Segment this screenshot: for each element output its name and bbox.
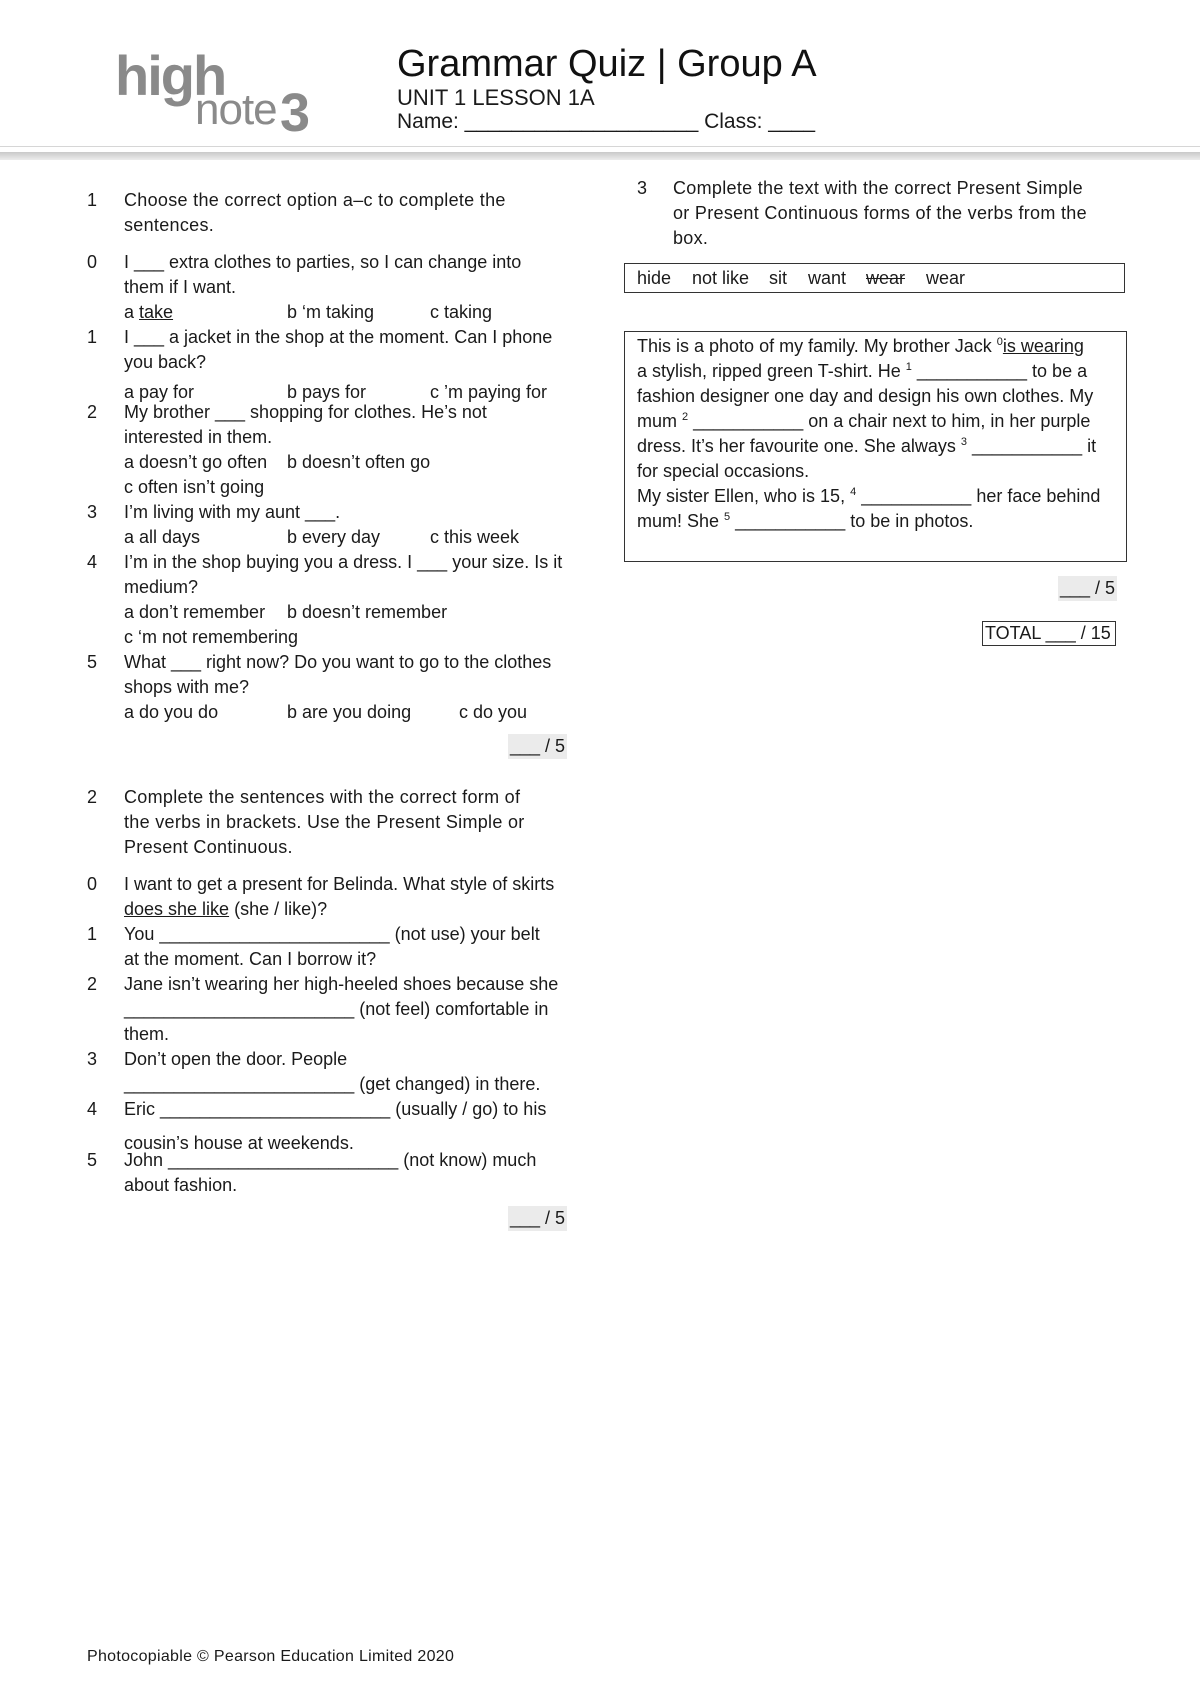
header-divider-thin [0, 146, 1200, 147]
item-number: 2 [87, 974, 98, 994]
item-number: 5 [87, 652, 98, 672]
item-text: Jane isn’t wearing her high-heeled shoes because she [124, 974, 559, 994]
item-number: 4 [87, 1099, 98, 1119]
option-b: b ‘m taking [287, 302, 375, 322]
item-text: _______________________ (get changed) in there. [124, 1074, 541, 1094]
verb-prompt: (she / like)? [229, 899, 328, 919]
text-line: for special occasions. [637, 461, 810, 481]
item-text: medium? [124, 577, 199, 597]
option-a: a don’t remember [124, 602, 266, 622]
item-text: Eric _______________________ (usually / go) to his [124, 1099, 547, 1119]
item-text: What ___ right now? Do you want to go to the clothes [124, 652, 552, 672]
text-line: fashion designer one day and design his own clothes. My [637, 386, 1094, 406]
item-number: 4 [87, 552, 98, 572]
exercise-instruction: box. [673, 228, 709, 248]
option-a: a pay for [124, 382, 195, 402]
text-line: dress. It’s her favourite one. She always $^3$ ___________ it [637, 436, 1097, 456]
exercise-score: ___ / 5 [508, 734, 567, 759]
item-text: at the moment. Can I borrow it? [124, 949, 377, 969]
item-text: You _______________________ (not use) your belt [124, 924, 540, 944]
exercise-number: 2 [87, 787, 98, 807]
example-answer: is wearing [1002, 336, 1084, 356]
item-number: 3 [87, 1049, 98, 1069]
exercise-instruction: the verbs in brackets. Use the Present Simple or [124, 812, 525, 832]
item-text: shops with me? [124, 677, 250, 697]
text-line: mum $^2$ ___________ on a chair next to him, in her purple [637, 411, 1091, 431]
option-b: b every day [287, 527, 381, 547]
example-answer: does she like [124, 899, 230, 919]
item-text: cousin’s house at weekends. [124, 1133, 354, 1153]
text-line: My sister Ellen, who is 15, $^4$ ___________ her face behind [637, 486, 1101, 506]
item-text: I’m in the shop buying you a dress. I ___ your size. Is it [124, 552, 563, 572]
item-number: 1 [87, 924, 98, 944]
logo-word-high: high [115, 44, 226, 107]
item-text: _______________________ (not feel) comfortable in [124, 999, 549, 1019]
option-a [124, 300, 173, 325]
option-a: a doesn’t go often [124, 452, 268, 472]
item-number: 5 [87, 1150, 98, 1170]
item-text: Don’t open the door. People [124, 1049, 348, 1069]
word-box-item: want [808, 268, 847, 288]
option-a: a do you do [124, 702, 219, 722]
option-c: c taking [430, 302, 493, 322]
word-box [624, 263, 1125, 293]
item-text: them if I want. [124, 277, 237, 297]
item-text: I ___ a jacket in the shop at the moment. Can I phone [124, 327, 553, 347]
exercise-instruction: Complete the sentences with the correct form of [124, 787, 521, 807]
quiz-title: Grammar Quiz | Group A [397, 43, 817, 85]
logo-number: 3 [280, 83, 311, 143]
item-text: you back? [124, 352, 207, 372]
option-c: c do you [459, 702, 528, 722]
gap-fill-text [624, 331, 1127, 562]
option-b: b pays for [287, 382, 367, 402]
item-number: 2 [87, 402, 98, 422]
item-text: I’m living with my aunt ___. [124, 502, 341, 522]
option-c: c often isn’t going [124, 477, 265, 497]
item-text: interested in them. [124, 427, 273, 447]
header-divider [0, 152, 1200, 160]
item-text: about fashion. [124, 1175, 238, 1195]
word-box-item: wear [926, 268, 966, 288]
high-note-logo [115, 44, 330, 143]
exercise-instruction: sentences. [124, 215, 215, 235]
exercise-instruction: Complete the text with the correct Present Simple [673, 178, 1083, 198]
item-number: 1 [87, 327, 98, 347]
example-answer: take [139, 302, 174, 322]
logo-word-note: note [195, 85, 277, 134]
word-box-item-used: wear [866, 268, 906, 288]
text-line: mum! She $^5$ ___________ to be in photos. [637, 511, 974, 531]
exercise-instruction: or Present Continuous forms of the verbs from the [673, 203, 1087, 223]
exercise-instruction: Choose the correct option a–c to complete the [124, 190, 506, 210]
option-a: a all days [124, 527, 201, 547]
word-box-item: not like [692, 268, 750, 288]
option-b: b doesn’t remember [287, 602, 448, 622]
item-number: 0 [87, 252, 98, 272]
option-b: b doesn’t often go [287, 452, 431, 472]
item-text: I ___ extra clothes to parties, so I can change into [124, 252, 522, 272]
text-line: a stylish, ripped green T-shirt. He $^1$ ___________ to be a [637, 361, 1088, 381]
exercise-score: ___ / 5 [1058, 576, 1117, 601]
word-box-item: hide [637, 268, 672, 288]
item-number: 3 [87, 502, 98, 522]
option-letter: a [124, 302, 140, 322]
option-c: c ’m paying for [430, 382, 548, 402]
text-line: This is a photo of my family. My brother Jack $^0$is wearing [637, 336, 1084, 356]
option-b: b are you doing [287, 702, 412, 722]
item-text: My brother ___ shopping for clothes. He’s not [124, 402, 487, 422]
exercise-number: 3 [637, 178, 648, 198]
word-box-item: sit [769, 268, 787, 288]
total-score: TOTAL ___ / 15 [982, 621, 1116, 646]
item-text [124, 897, 327, 922]
exercise-score: ___ / 5 [508, 1206, 567, 1231]
unit-lesson: UNIT 1 LESSON 1A [397, 85, 595, 110]
name-class-line: Name: ____________________ Class: ____ [397, 110, 816, 133]
item-number: 0 [87, 874, 98, 894]
option-c: c this week [430, 527, 520, 547]
item-text: I want to get a present for Belinda. What style of skirts [124, 874, 555, 894]
exercise-number: 1 [87, 190, 98, 210]
footer-copyright: Photocopiable © Pearson Education Limited 2020 [87, 1648, 455, 1665]
option-c: c ‘m not remembering [124, 627, 299, 647]
item-text: them. [124, 1024, 170, 1044]
item-text: John _______________________ (not know) much [124, 1150, 537, 1170]
exercise-instruction: Present Continuous. [124, 837, 293, 857]
